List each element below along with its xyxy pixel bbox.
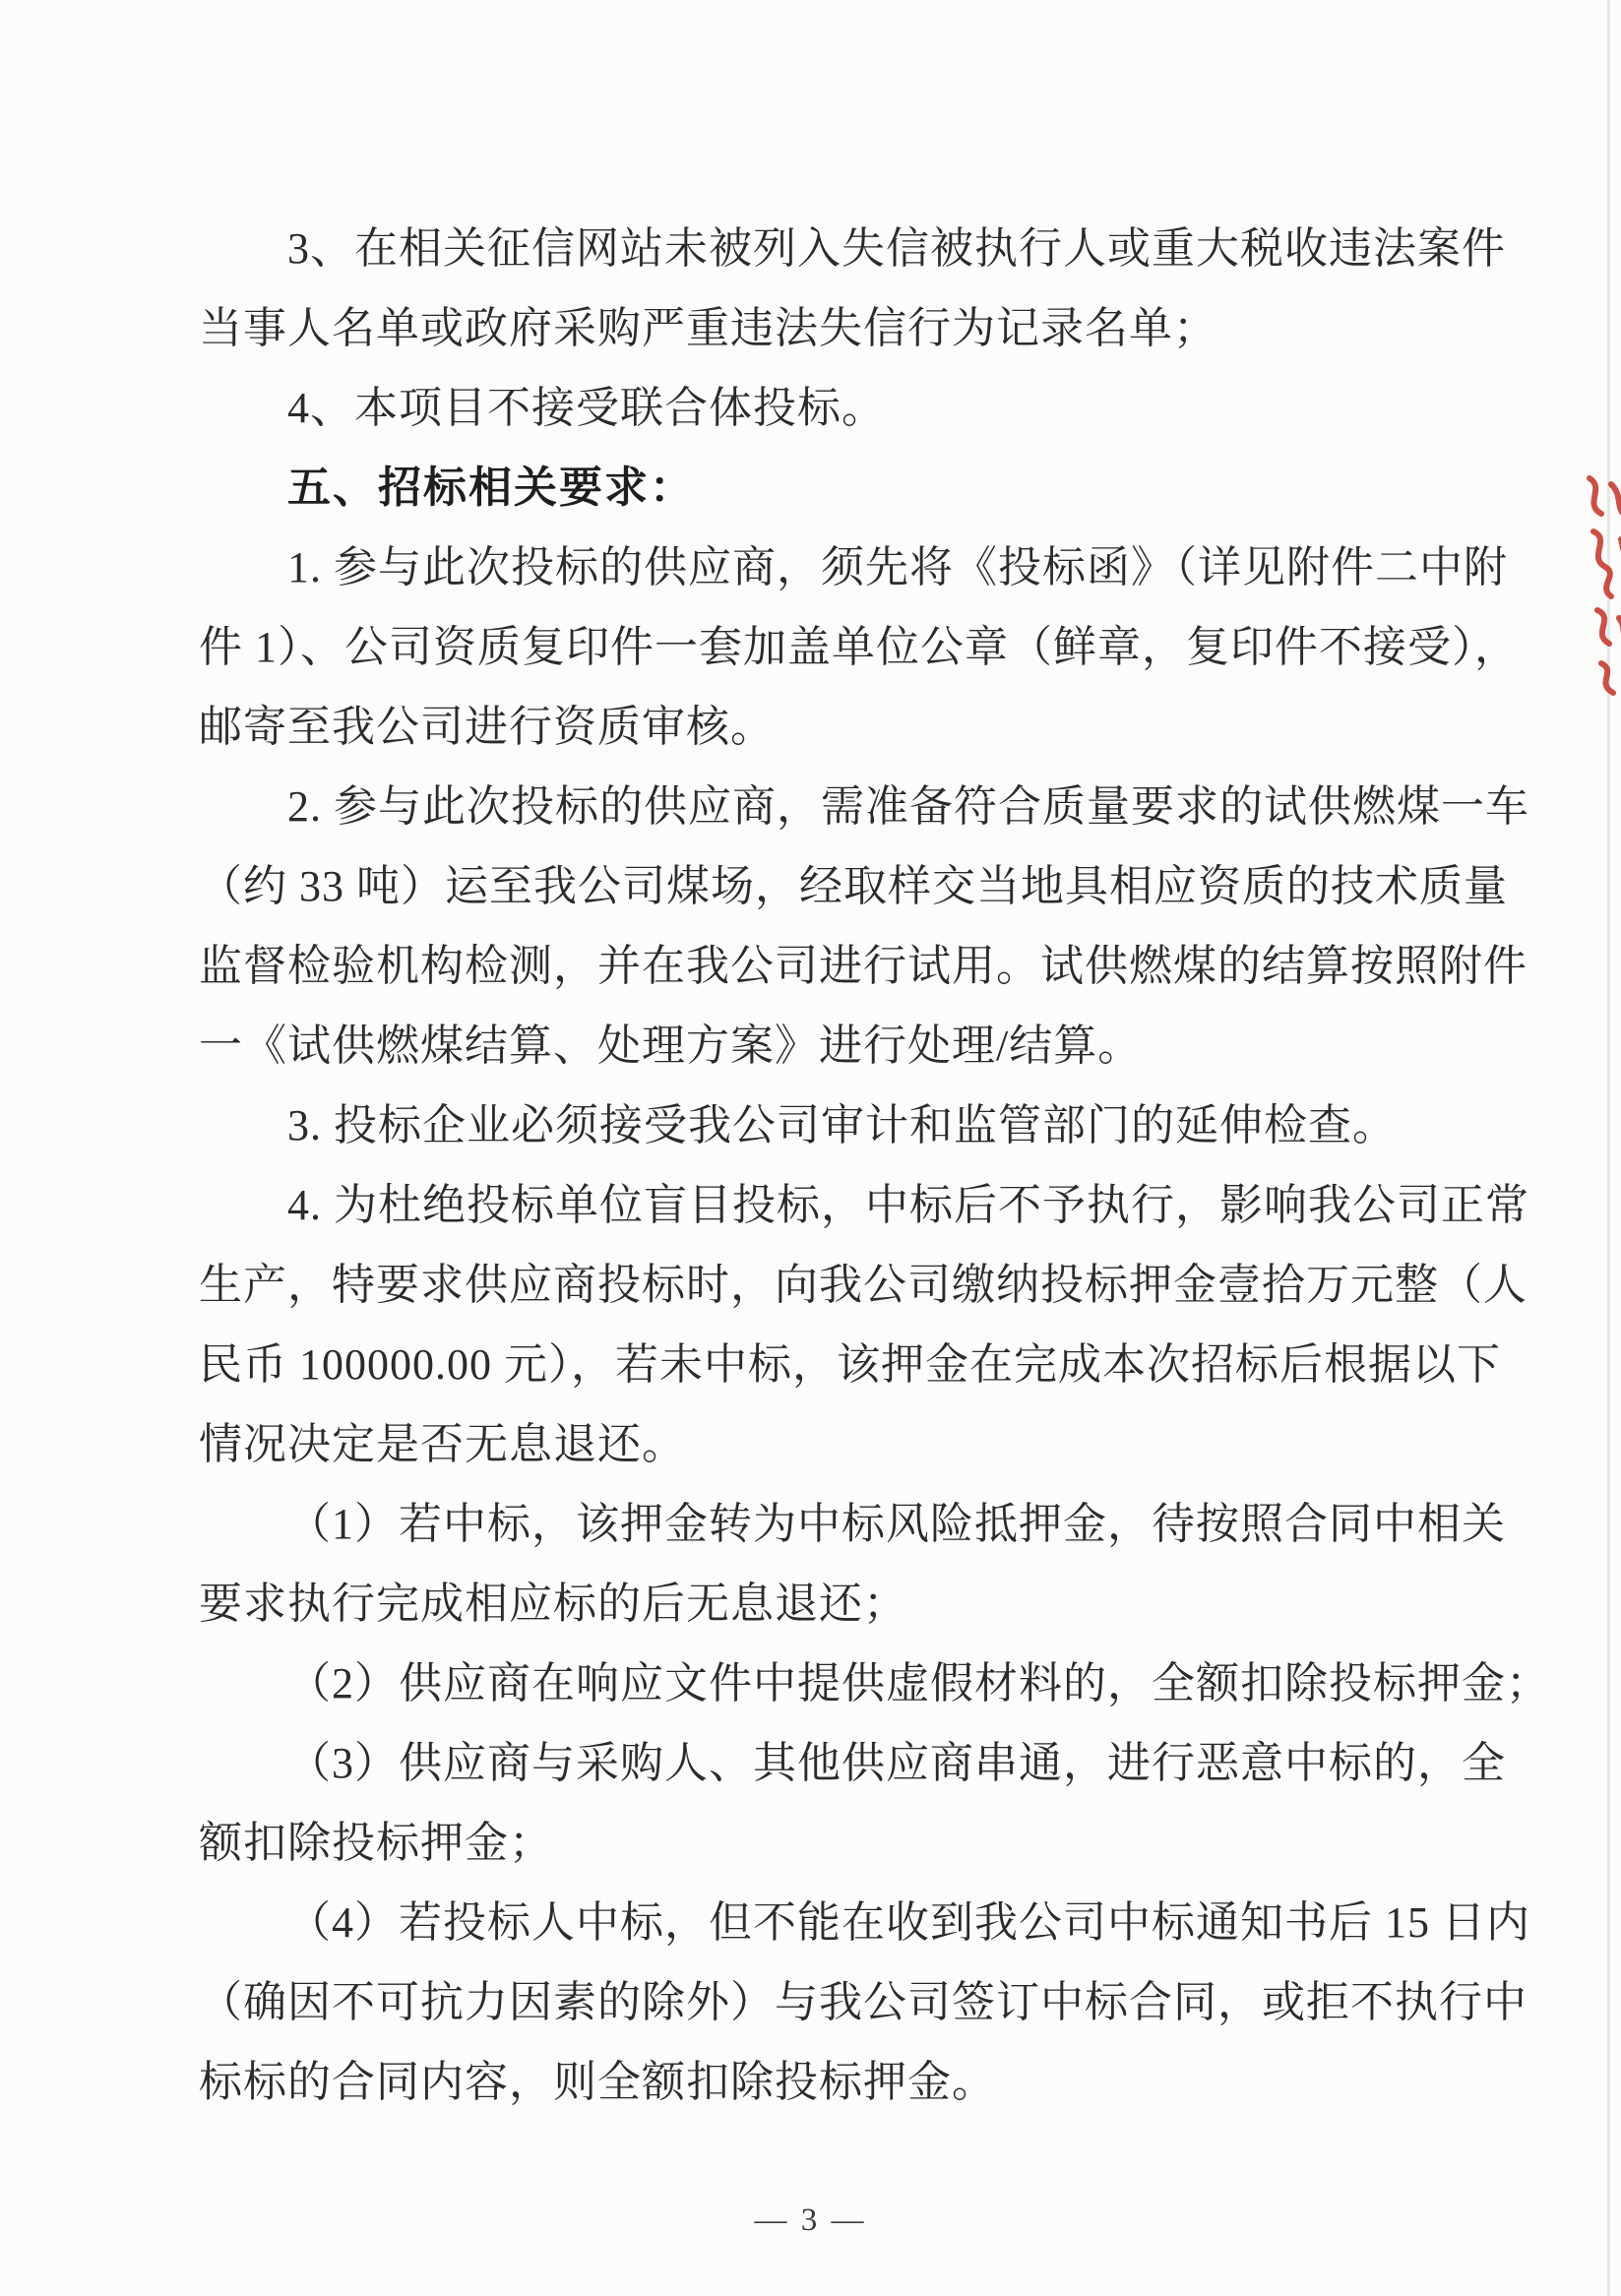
text-line: 额扣除投标押金； bbox=[199, 1819, 553, 1867]
text-line: （约 33 吨）运至我公司煤场，经取样交当地具相应资质的技术质量 bbox=[199, 862, 1508, 910]
text-line: 4、本项目不接受联合体投标。 bbox=[287, 384, 886, 432]
text-line: （2）供应商在响应文件中提供虚假材料的，全额扣除投标押金； bbox=[287, 1659, 1550, 1707]
text-line: 1. 参与此次投标的供应商，须先将《投标函》（详见附件二中附 bbox=[287, 543, 1508, 591]
red-seal-fragment bbox=[1572, 470, 1621, 699]
text-line: 监督检验机构检测，并在我公司进行试用。试供燃煤的结算按照附件 bbox=[199, 942, 1527, 990]
text-line: 民币 100000.00 元），若未中标，该押金在完成本次招标后根据以下 bbox=[199, 1340, 1501, 1389]
text-line: 要求执行完成相应标的后无息退还； bbox=[199, 1580, 907, 1628]
text-line: 2. 参与此次投标的供应商，需准备符合质量要求的试供燃煤一车 bbox=[287, 782, 1529, 831]
text-line: 一《试供燃煤结算、处理方案》进行处理/结算。 bbox=[199, 1022, 1143, 1070]
text-line: 情况决定是否无息退还。 bbox=[199, 1420, 686, 1468]
text-line: 3、在相关征信网站未被列入失信被执行人或重大税收违法案件 bbox=[287, 224, 1506, 273]
text-line: （1）若中标，该押金转为中标风险抵押金，待按照合同中相关 bbox=[287, 1500, 1506, 1548]
text-line: 标标的合同内容，则全额扣除投标押金。 bbox=[199, 2058, 996, 2106]
text-line: 3. 投标企业必须接受我公司审计和监管部门的延伸检查。 bbox=[287, 1101, 1397, 1149]
document-text-block bbox=[199, 209, 1550, 2122]
text-line: 件 1）、公司资质复印件一套加盖单位公章（鲜章，复印件不接受）， bbox=[199, 623, 1519, 671]
text-line: 当事人名单或政府采购严重违法失信行为记录名单； bbox=[199, 304, 1217, 352]
text-line: （确因不可抗力因素的除外）与我公司签订中标合同，或拒不执行中 bbox=[199, 1978, 1527, 2026]
section-heading: 五、招标相关要求： bbox=[287, 464, 695, 512]
text-line: （4）若投标人中标，但不能在收到我公司中标通知书后 15 日内 bbox=[287, 1898, 1530, 1947]
text-line: 生产，特要求供应商投标时，向我公司缴纳投标押金壹拾万元整（人 bbox=[199, 1261, 1527, 1309]
text-line: 邮寄至我公司进行资质审核。 bbox=[199, 703, 775, 751]
scan-artifact-line bbox=[1607, 0, 1610, 2296]
text-line: 4. 为杜绝投标单位盲目投标，中标后不予执行，影响我公司正常 bbox=[287, 1181, 1529, 1229]
text-line: （3）供应商与采购人、其他供应商串通，进行恶意中标的，全 bbox=[287, 1739, 1506, 1787]
page-number: — 3 — bbox=[754, 2203, 867, 2238]
